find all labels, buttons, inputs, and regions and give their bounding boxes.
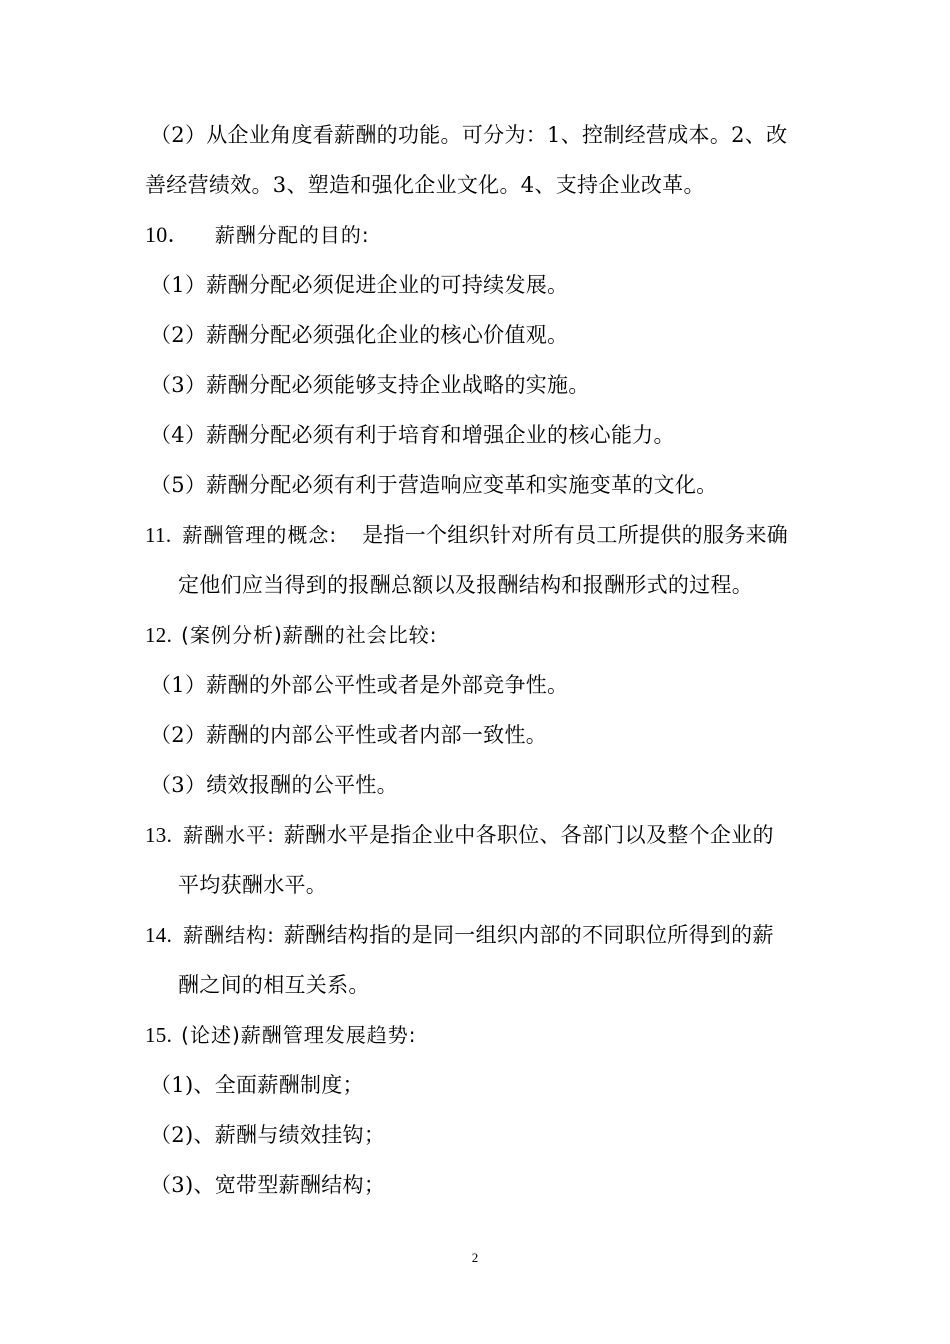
section-heading-15 [145, 1022, 416, 1048]
section-title: 薪酬水平: [183, 823, 275, 847]
list-item-text: （2）薪酬分配必须强化企业的核心价值观。 [150, 323, 569, 347]
list-item-text: （3）薪酬分配必须能够支持企业战略的实施。 [150, 373, 590, 397]
section-number: 14. [145, 923, 173, 947]
section-body: 薪酬结构指的是同一组织内部的不同职位所得到的薪 [283, 923, 774, 947]
list-item-text: （1）薪酬分配必须促进企业的可持续发展。 [150, 273, 569, 297]
list-item [150, 1122, 385, 1148]
section-body: 是指一个组织针对所有员工所提供的服务来确 [362, 523, 789, 547]
list-item [150, 672, 568, 698]
section-heading-10 [145, 222, 370, 248]
section-number: 15. [145, 1023, 173, 1047]
list-item-text: （1）薪酬的外部公平性或者是外部竞争性。 [150, 673, 569, 697]
list-item [150, 372, 590, 398]
paragraph-text: 酬之间的相互关系。 [178, 973, 370, 997]
section-title: (案例分析)薪酬的社会比较: [181, 623, 438, 647]
section-number: 11. [145, 523, 172, 547]
list-item [150, 1072, 364, 1098]
list-item [150, 472, 717, 498]
section-body: 薪酬水平是指企业中各职位、各部门以及整个企业的 [283, 823, 774, 847]
paragraph-text: 善经营绩效。3、塑造和强化企业文化。4、支持企业改革。 [145, 173, 705, 197]
paragraph-text: 平均获酬水平。 [178, 873, 328, 897]
list-item [150, 272, 568, 298]
paragraph-line [178, 972, 370, 998]
paragraph-line [178, 572, 753, 598]
list-item-text: （2）薪酬的内部公平性或者内部一致性。 [150, 723, 548, 747]
section-number: 10． [145, 222, 190, 247]
list-item-text: （1)、全面薪酬制度； [150, 1073, 364, 1097]
section-heading-13 [145, 822, 774, 848]
list-item-text: （3）绩效报酬的公平性。 [150, 773, 398, 797]
section-title: 薪酬管理的概念: [182, 523, 338, 547]
list-item-text: （3)、宽带型薪酬结构； [150, 1173, 386, 1197]
paragraph-line [150, 122, 787, 148]
list-item [150, 772, 398, 798]
list-item-text: （2)、薪酬与绩效挂钩； [150, 1123, 386, 1147]
section-heading-11 [145, 522, 788, 548]
list-item [150, 722, 547, 748]
section-number: 12. [145, 623, 173, 647]
paragraph-line [145, 172, 705, 198]
section-title: (论述)薪酬管理发展趋势: [181, 1023, 417, 1047]
list-item-text: （5）薪酬分配必须有利于营造响应变革和实施变革的文化。 [150, 473, 718, 497]
section-number: 13. [145, 823, 173, 847]
section-title: 薪酬结构: [183, 923, 275, 947]
list-item [150, 322, 568, 348]
paragraph-text: （2）从企业角度看薪酬的功能。可分为：1、控制经营成本。2、改 [150, 123, 788, 147]
paragraph-text: 定他们应当得到的报酬总额以及报酬结构和报酬形式的过程。 [178, 573, 754, 597]
section-heading-14 [145, 922, 774, 948]
paragraph-line [178, 872, 327, 898]
page-number: 2 [471, 1250, 479, 1265]
section-title: 薪酬分配的目的: [214, 223, 370, 247]
list-item [150, 422, 675, 448]
list-item-text: （4）薪酬分配必须有利于培育和增强企业的核心能力。 [150, 423, 675, 447]
section-heading-12 [145, 622, 437, 648]
list-item [150, 1172, 385, 1198]
